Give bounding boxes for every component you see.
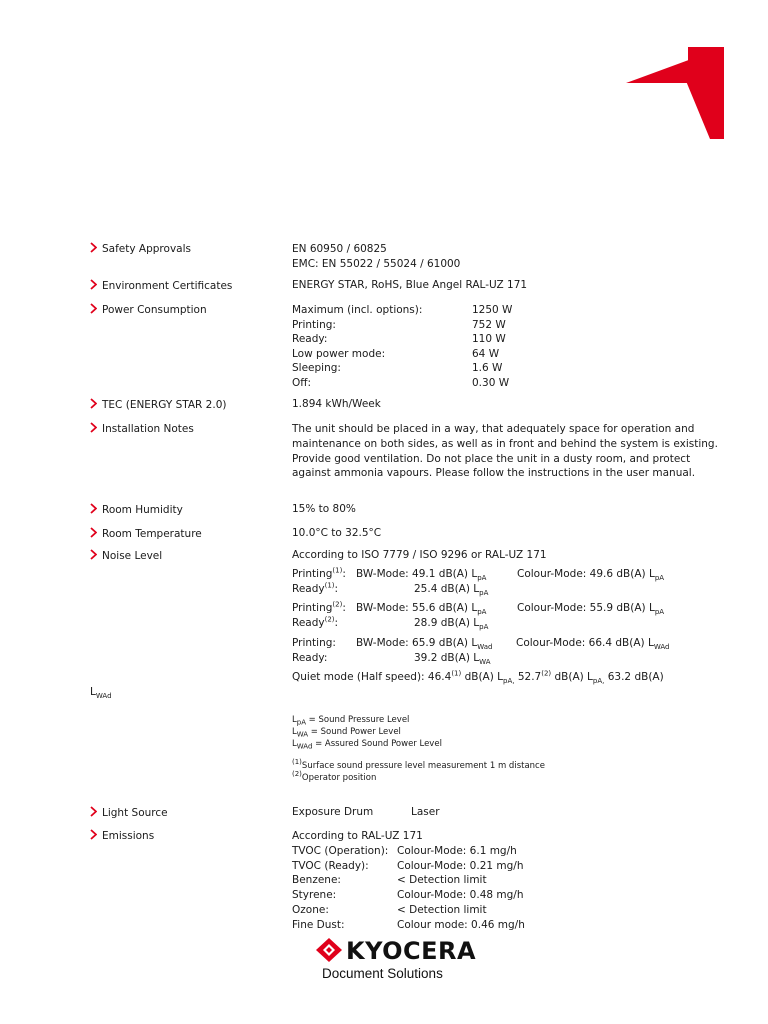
noise-quiet-mode: Quiet mode (Half speed): 46.4$^{(1)}$ dB(A) $L_{pA,}$ 52.7$^{(2)}$ dB(A) $L_{pA,}$ 63.2 dB(A): [292, 669, 664, 686]
emission-value: < Detection limit: [397, 874, 487, 887]
noise-printing2-bw: BW-Mode: 55.6 dB(A) $L_{pA}$: [356, 602, 487, 617]
power-item-name: Sleeping:: [292, 362, 341, 375]
row-power-consumption: [90, 303, 207, 316]
noise-printing3-label: Printing:: [292, 637, 336, 649]
emission-value: Colour-Mode: 0.48 mg/h: [397, 889, 524, 902]
corner-arrow-icon: [626, 47, 724, 139]
row-tec: [90, 398, 226, 411]
power-item-value: 1250 W: [472, 304, 513, 316]
emissions-intro: According to RAL-UZ 171: [292, 830, 423, 842]
power-names: [292, 303, 422, 391]
footnote: $^{(1)}$Surface sound pressure level measurement 1 m distance: [292, 758, 545, 771]
row-noise-level: [90, 549, 162, 562]
noise-ready2-value: 28.9 dB(A) $L_{pA}$: [414, 617, 489, 632]
label: Light Source: [102, 807, 168, 819]
power-item-value: 110 W: [472, 333, 506, 346]
chevron-right-icon: [90, 829, 97, 840]
emission-name: TVOC (Ready):: [292, 859, 369, 872]
label: Noise Level: [102, 550, 163, 562]
chevron-right-icon: [90, 279, 97, 290]
text-line: The unit should be placed in a way, that adequately space for operation and: [292, 423, 695, 435]
row-safety-approvals: [90, 242, 191, 255]
legend-item: $L_{pA}$ = Sound Pressure Level: [292, 715, 410, 727]
chevron-right-icon: [90, 527, 97, 538]
power-values: [472, 303, 512, 391]
label: Safety Approvals: [102, 243, 191, 255]
emission-value: Colour mode: 0.46 mg/h: [397, 918, 525, 931]
label: Room Humidity: [102, 504, 183, 516]
noise-footnotes: [292, 760, 545, 784]
emission-value: < Detection limit: [397, 903, 487, 916]
emission-name: Styrene:: [292, 889, 337, 902]
power-item-value: 1.6 W: [472, 362, 503, 375]
noise-ready1-label: Ready$^{(1)}$:: [292, 581, 339, 595]
kyocera-logo-icon: [316, 938, 342, 962]
environment-value: ENERGY STAR, RoHS, Blue Angel RAL-UZ 171: [292, 279, 528, 291]
noise-intro: According to ISO 7779 / ISO 9296 or RAL-UZ 171: [292, 549, 547, 561]
text-line: Provide good ventilation. Do not place the unit in a dusty room, and protect: [292, 452, 691, 465]
power-item-value: 752 W: [472, 318, 506, 331]
noise-legend: [292, 714, 442, 750]
temperature-value: 10.0°C to 32.5°C: [292, 527, 382, 539]
row-emissions: [90, 829, 154, 842]
emission-value: Colour-Mode: 0.21 mg/h: [397, 859, 524, 872]
value-line: EMC: EN 55022 / 55024 / 61000: [292, 258, 461, 270]
noise-ready2-label: Ready$^{(2)}$:: [292, 615, 339, 629]
label: Room Temperature: [102, 528, 202, 540]
label: Installation Notes: [102, 423, 194, 435]
row-room-humidity: [90, 503, 183, 516]
noise-printing3-colour: Colour-Mode: 66.4 dB(A) $L_{WAd}$: [516, 637, 670, 652]
power-item-name: Off:: [292, 376, 312, 389]
text-line: against ammonia vapours. Please follow the instructions in the user manual.: [292, 467, 696, 480]
chevron-right-icon: [90, 806, 97, 817]
label: TEC (ENERGY STAR 2.0): [102, 399, 227, 411]
chevron-right-icon: [90, 398, 97, 409]
noise-ready3-value: 39.2 dB(A) $L_{WA}$: [414, 652, 491, 667]
emission-name: Benzene:: [292, 874, 341, 887]
emission-name: Ozone:: [292, 903, 329, 916]
noise-ready3-label: Ready:: [292, 652, 328, 664]
power-item-name: Maximum (incl. options):: [292, 304, 423, 316]
tec-value: 1.894 kWh/Week: [292, 398, 381, 410]
noise-printing1-colour: Colour-Mode: 49.6 dB(A) $L_{pA}$: [517, 568, 665, 583]
noise-ready1-value: 25.4 dB(A) $L_{pA}$: [414, 583, 489, 598]
chevron-right-icon: [90, 422, 97, 433]
emissions-values: [397, 844, 525, 933]
noise-printing2-colour: Colour-Mode: 55.9 dB(A) $L_{pA}$: [517, 602, 665, 617]
row-environment-certificates: [90, 279, 232, 292]
brand-name: KYOCERA: [346, 937, 477, 965]
text-line: maintenance on both sides, as well as in front and behind the system is existing.: [292, 437, 718, 450]
brand-tagline: Document Solutions: [322, 966, 443, 981]
noise-printing1-label: Printing$^{(1)}$:: [292, 566, 346, 580]
power-item-value: 64 W: [472, 347, 500, 360]
chevron-right-icon: [90, 503, 97, 514]
label: Emissions: [102, 830, 155, 842]
chevron-right-icon: [90, 549, 97, 560]
noise-printing2-label: Printing$^{(2)}$:: [292, 600, 346, 614]
row-light-source: [90, 806, 168, 819]
light-value: Laser: [411, 806, 440, 818]
power-item-name: Low power mode:: [292, 347, 386, 360]
installation-text: [292, 422, 718, 481]
safety-values: [292, 242, 460, 272]
power-item-value: 0.30 W: [472, 376, 510, 389]
power-item-name: Ready:: [292, 333, 328, 346]
legend-item: $L_{WAd}$ = Assured Sound Power Level: [292, 739, 442, 751]
emission-name: Fine Dust:: [292, 918, 345, 931]
chevron-right-icon: [90, 303, 97, 314]
emission-value: Colour-Mode: 6.1 mg/h: [397, 844, 517, 857]
label: Power Consumption: [102, 304, 207, 316]
label: Environment Certificates: [102, 280, 233, 292]
light-name: Exposure Drum: [292, 806, 374, 818]
noise-quiet-wrap: $L_{WAd}$: [90, 686, 112, 701]
footnote: $^{(2)}$Operator position: [292, 770, 377, 783]
humidity-value: 15% to 80%: [292, 503, 356, 515]
noise-printing3-bw: BW-Mode: 65.9 dB(A) $L_{Wad}$: [356, 637, 493, 652]
row-installation-notes: [90, 422, 194, 435]
chevron-right-icon: [90, 242, 97, 253]
emission-name: TVOC (Operation):: [292, 844, 389, 857]
row-room-temperature: [90, 527, 202, 540]
noise-printing1-bw: BW-Mode: 49.1 dB(A) $L_{pA}$: [356, 568, 487, 583]
value-line: EN 60950 / 60825: [292, 243, 387, 255]
legend-item: $L_{WA}$ = Sound Power Level: [292, 727, 401, 739]
power-item-name: Printing:: [292, 318, 336, 331]
